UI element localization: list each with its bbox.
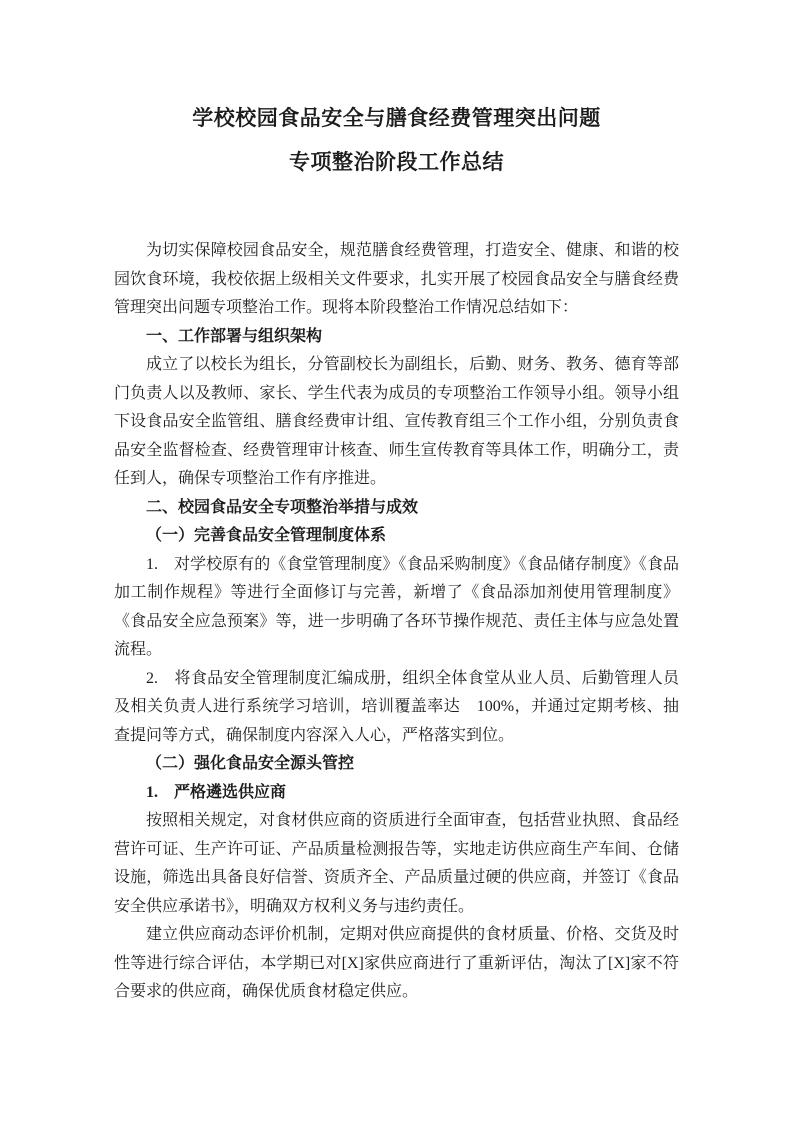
paragraph-leading-group: 成立了以校长为组长，分管副校长为副组长，后勤、财务、教务、德育等部门负责人以及教师、家长、学生代表为成员的专项整治工作领导小组。领导小组下设食品安全监管组、膳食经费审计组、宣传教育组三个工作小组，分别负责食品安全监督检查、经费管理审计核查、师生宣传教育等具体工作，明确分工，责任到人，确保专项整治工作有序推进。 <box>114 356 679 487</box>
heading-improve-system: （一）完善食品安全管理制度体系 <box>146 527 387 544</box>
document-body <box>114 237 679 1007</box>
document-title <box>114 96 679 184</box>
intro-paragraph: 为切实保障校园食品安全，规范膳食经费管理，打造安全、健康、和谐的校园饮食环境，我校依据上级相关文件要求，扎实开展了校园食品安全与膳食经费管理突出问题专项整治工作。现将本阶段整治工作情况总结如下： <box>114 242 679 316</box>
paragraph-supplier-evaluation: 建立供应商动态评价机制，定期对供应商提供的食材质量、价格、交货及时性等进行综合评估，本学期已对[X]家供应商进行了重新评估，淘汰了[X]家不符合要求的供应商，确保优质食材稳定供应。 <box>114 926 679 1000</box>
paragraph-supplier-review: 按照相关规定，对食材供应商的资质进行全面审查，包括营业执照、食品经营许可证、生产许可证、产品质量检测报告等，实地走访供应商生产车间、仓储设施，筛选出具备良好信誉、资质齐全、产品质量过硬的供应商，并签订《食品安全供应承诺书》，明确双方权利义务与违约责任。 <box>114 812 679 915</box>
document-title-line-1: 学校校园食品安全与膳食经费管理突出问题 <box>192 106 601 130</box>
paragraph-item-1-revise-rules: 1. 对学校原有的《食堂管理制度》《食品采购制度》《食品储存制度》《食品加工制作规程》等进行全面修订与完善，新增了《食品添加剂使用管理制度》《食品安全应急预案》等，进一步明确了各环节操作规范、责任主体与应急处置流程。 <box>114 555 679 658</box>
heading-rectification-measures: 二、校园食品安全专项整治举措与成效 <box>146 498 419 516</box>
heading-source-control: （二）强化食品安全源头管控 <box>146 755 355 772</box>
heading-supplier-selection: 1. 严格遴选供应商 <box>146 783 287 801</box>
document-title-line-2: 专项整治阶段工作总结 <box>289 150 504 174</box>
heading-work-deployment: 一、工作部署与组织架构 <box>146 327 323 345</box>
paragraph-item-2-training: 2. 将食品安全管理制度汇编成册，组织全体食堂从业人员、后勤管理人员及相关负责人进行系统学习培训，培训覆盖率达 100%，并通过定期考核、抽查提问等方式，确保制度内容深入人心，严格落实到位。 <box>114 669 679 744</box>
